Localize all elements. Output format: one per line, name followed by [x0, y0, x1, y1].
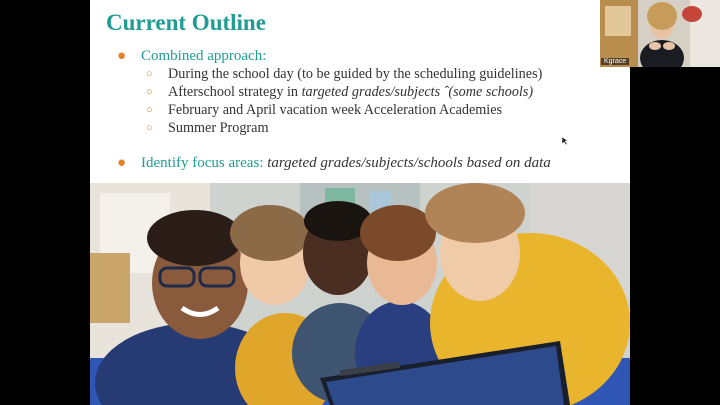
subitem-summer-program [168, 120, 268, 137]
sub-bullet-circle: ○ [146, 104, 153, 116]
outline-item-combined-approach: Combined approach: [141, 48, 267, 64]
webcam-video-feed [600, 0, 720, 67]
subitem-school-day [168, 66, 542, 83]
subitem-vacation-academies [168, 102, 502, 119]
outline-item-focus-areas [141, 155, 551, 172]
subitem-italic-text: targeted grades/subjects ˆ(some schools) [301, 84, 534, 100]
presentation-slide [90, 0, 630, 405]
webcam-video-thumbnail[interactable] [600, 0, 720, 67]
participant-name-label: Kgrace [601, 58, 629, 65]
sub-bullet-circle: ○ [146, 86, 153, 98]
bullet-dot: ● [117, 155, 127, 171]
slide-title: Current Outline [106, 10, 266, 35]
subitem-text: February and April vacation week Acceleration Academies [168, 102, 503, 118]
item-italic-text: targeted grades/subjects/schools based on data [267, 155, 551, 171]
sub-bullet-circle: ○ [146, 122, 153, 134]
subitem-text: During the school day (to be guided by the scheduling guidelines) [168, 66, 543, 82]
sub-bullet-circle: ○ [146, 68, 153, 80]
subitem-text: Summer Program [168, 120, 269, 136]
mouse-cursor-icon [562, 137, 568, 145]
bullet-dot: ● [117, 48, 127, 64]
subitem-afterschool [168, 84, 533, 101]
children-laptop-photo [90, 183, 630, 405]
subitem-text: Afterschool strategy in [168, 84, 302, 100]
item-label: Identify focus areas: [141, 155, 268, 171]
